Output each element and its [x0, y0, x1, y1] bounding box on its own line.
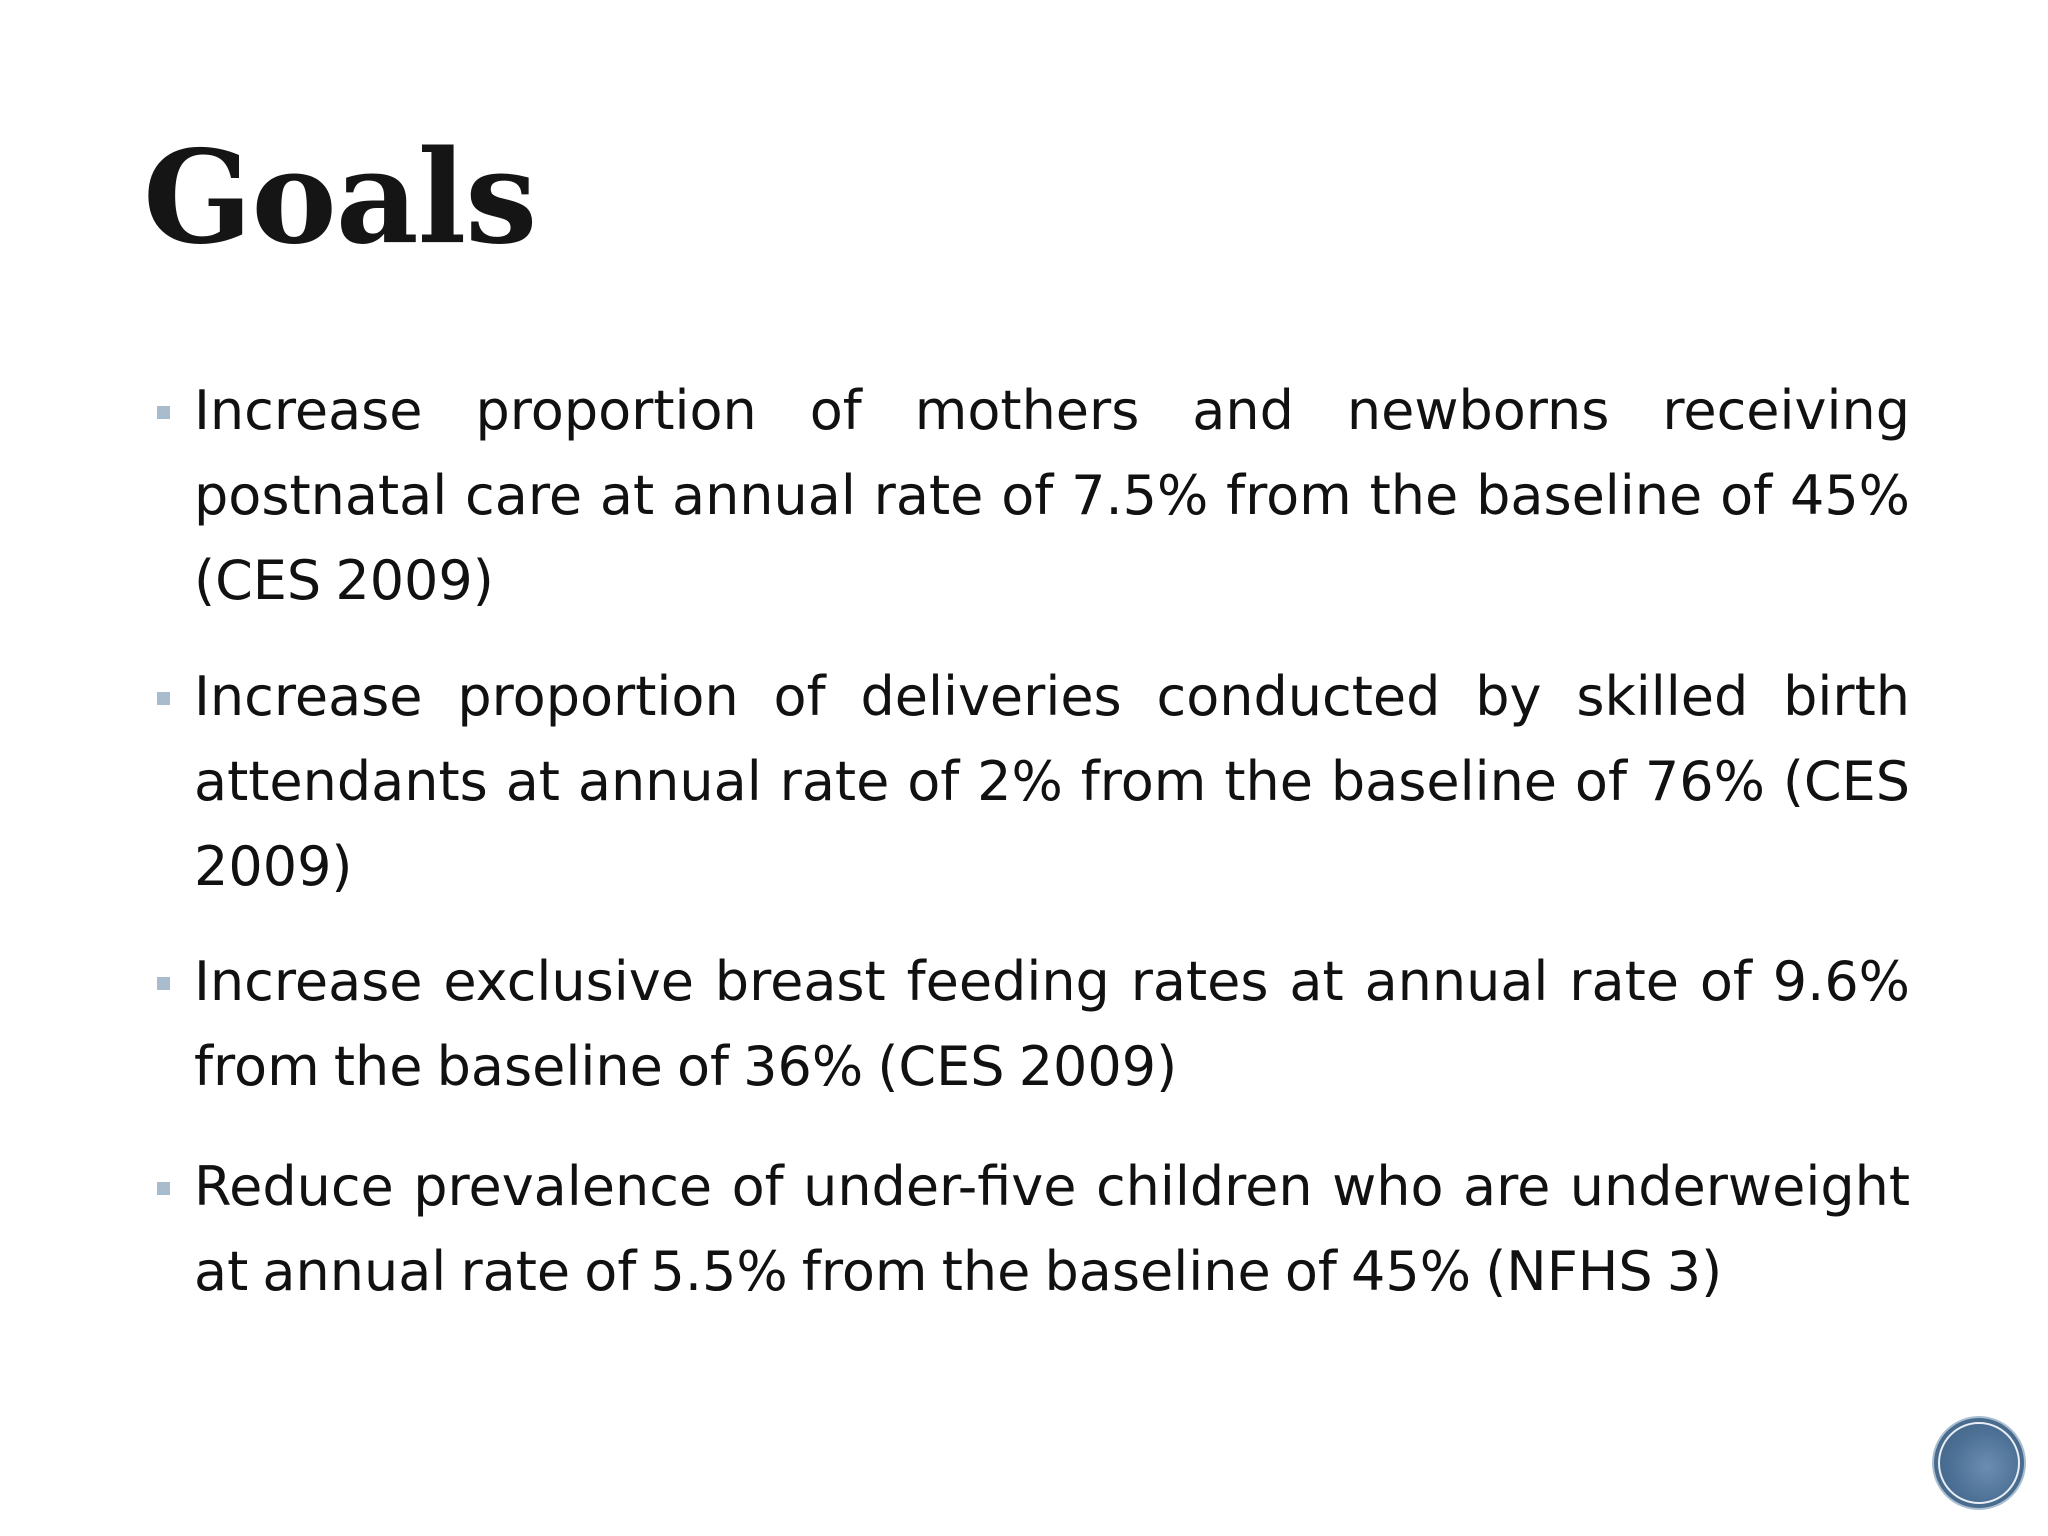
- slide-title: Goals: [143, 123, 537, 273]
- bullet-text: Increase proportion of deliveries conducted by skilled birth attendants at annual rate of 2% from the baseline of 76% (CES 2009): [194, 665, 1910, 898]
- bullet-item: [150, 368, 1910, 623]
- bullet-list: [150, 368, 1910, 1347]
- bullet-item: [150, 654, 1910, 909]
- bullet-item: [150, 1144, 1910, 1314]
- bullet-text: Increase proportion of mothers and newborns receiving postnatal care at annual rate of 7.5% from the baseline of 45% (CES 2009): [194, 379, 1910, 612]
- circle-nav-icon[interactable]: [1934, 1418, 2024, 1508]
- bullet-item: [150, 939, 1910, 1109]
- square-bullet-icon: [157, 977, 170, 990]
- square-bullet-icon: [157, 406, 170, 419]
- bullet-text: Reduce prevalence of under-five children who are underweight at annual rate of 5.5% from the baseline of 45% (NFHS 3): [194, 1155, 1910, 1303]
- bullet-text: Increase exclusive breast feeding rates at annual rate of 9.6% from the baseline of 36% (CES 2009): [194, 950, 1910, 1098]
- square-bullet-icon: [157, 692, 170, 705]
- square-bullet-icon: [157, 1182, 170, 1195]
- circle-nav-ring: [1938, 1422, 2020, 1504]
